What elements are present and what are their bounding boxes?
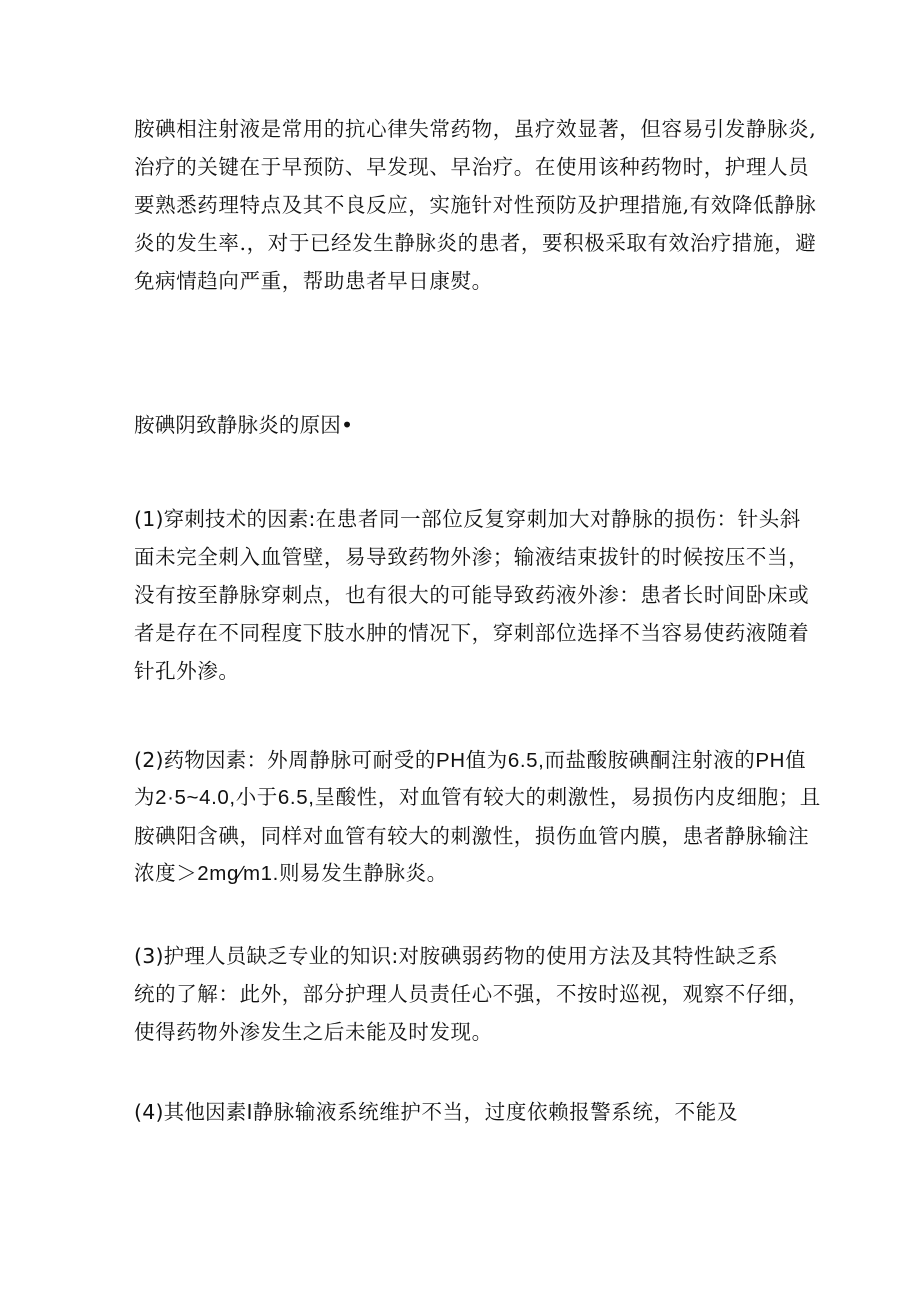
cause-line: 没有按至静脉穿刺点，也有很大的可能导致药液外渗：患者长时间卧床或 — [134, 583, 810, 607]
cause-first-line — [134, 500, 801, 538]
cause-line: 统的了解：此外，部分护理人员责任心不强，不按时巡视，观察不仔细， — [134, 982, 810, 1006]
cause-line: 针孔外渗。 — [134, 659, 240, 683]
intro-paragraph — [134, 110, 817, 300]
intro-line: 胺碘相注射液是常用的抗心律失常药物，虽疗效显著，但容易引发静脉炎, — [134, 117, 817, 141]
intro-line: 治疗的关键在于早预防、早发现、早治疗。在使用该种药物时，护理人员 — [134, 155, 810, 179]
section-heading — [134, 406, 794, 444]
cause-line: 面未完全刺入血管壁，易导致药物外渗；输液结束拔针的时候按压不当， — [134, 545, 810, 569]
cause-line: 使得药物外渗发生之后未能及时发现。 — [134, 1020, 493, 1044]
cause-paragraph-4 — [134, 1093, 794, 1131]
cause-first-line — [134, 1093, 794, 1131]
cause-paragraph-3 — [134, 937, 810, 1051]
cause-first-text: 外周静脉可耐受的PH值为6.5,而盐酸胺碘酮注射液的PH值 — [267, 749, 807, 772]
section-heading-text: 胺碘阴致静脉炎的原因• — [134, 413, 354, 437]
cause-lead: (4)其他因素I — [134, 1100, 253, 1124]
intro-line: 要熟悉药理特点及其不良反应，实施针对性预防及护理措施,有效降低静脉 — [134, 193, 817, 217]
cause-line: 胺碘阳含碘，同样对血管有较大的刺激性，损伤血管内膜，患者静脉输注 — [134, 824, 810, 848]
intro-line: 免病情趋向严重，帮助患者早日康熨。 — [134, 269, 493, 293]
cause-lead: (1)穿刺技术的因素: — [134, 507, 316, 531]
cause-first-text: 对胺碘弱药物的使用方法及其特性缺乏系 — [398, 944, 779, 968]
cause-line: 浓度＞2mg∕m1.则易发生静脉炎。 — [134, 862, 448, 885]
cause-first-line — [134, 741, 807, 779]
cause-line: 者是存在不同程度下肢水肿的情况下，穿刺部位选择不当容易使药液随着 — [134, 621, 810, 645]
intro-line: 炎的发生率.，对于已经发生静脉炎的患者，要积极采取有效治疗措施，避 — [134, 231, 817, 255]
cause-lead: (3)护理人员缺乏专业的知识: — [134, 944, 399, 968]
cause-first-text: 静脉输液系统维护不当，过度依赖报警系统，不能及 — [252, 1100, 738, 1124]
cause-paragraph-2 — [134, 741, 821, 893]
cause-paragraph-1 — [134, 500, 810, 690]
cause-first-line — [134, 937, 794, 975]
cause-first-text: 在患者同一部位反复穿刺加大对静脉的损伤：针头斜 — [315, 507, 801, 531]
cause-line: 为2·5~4.0,小于6.5,呈酸性，对血管有较大的刺激性，易损伤内皮细胞；且 — [134, 786, 821, 809]
cause-lead: (2)药物因素： — [134, 748, 268, 772]
